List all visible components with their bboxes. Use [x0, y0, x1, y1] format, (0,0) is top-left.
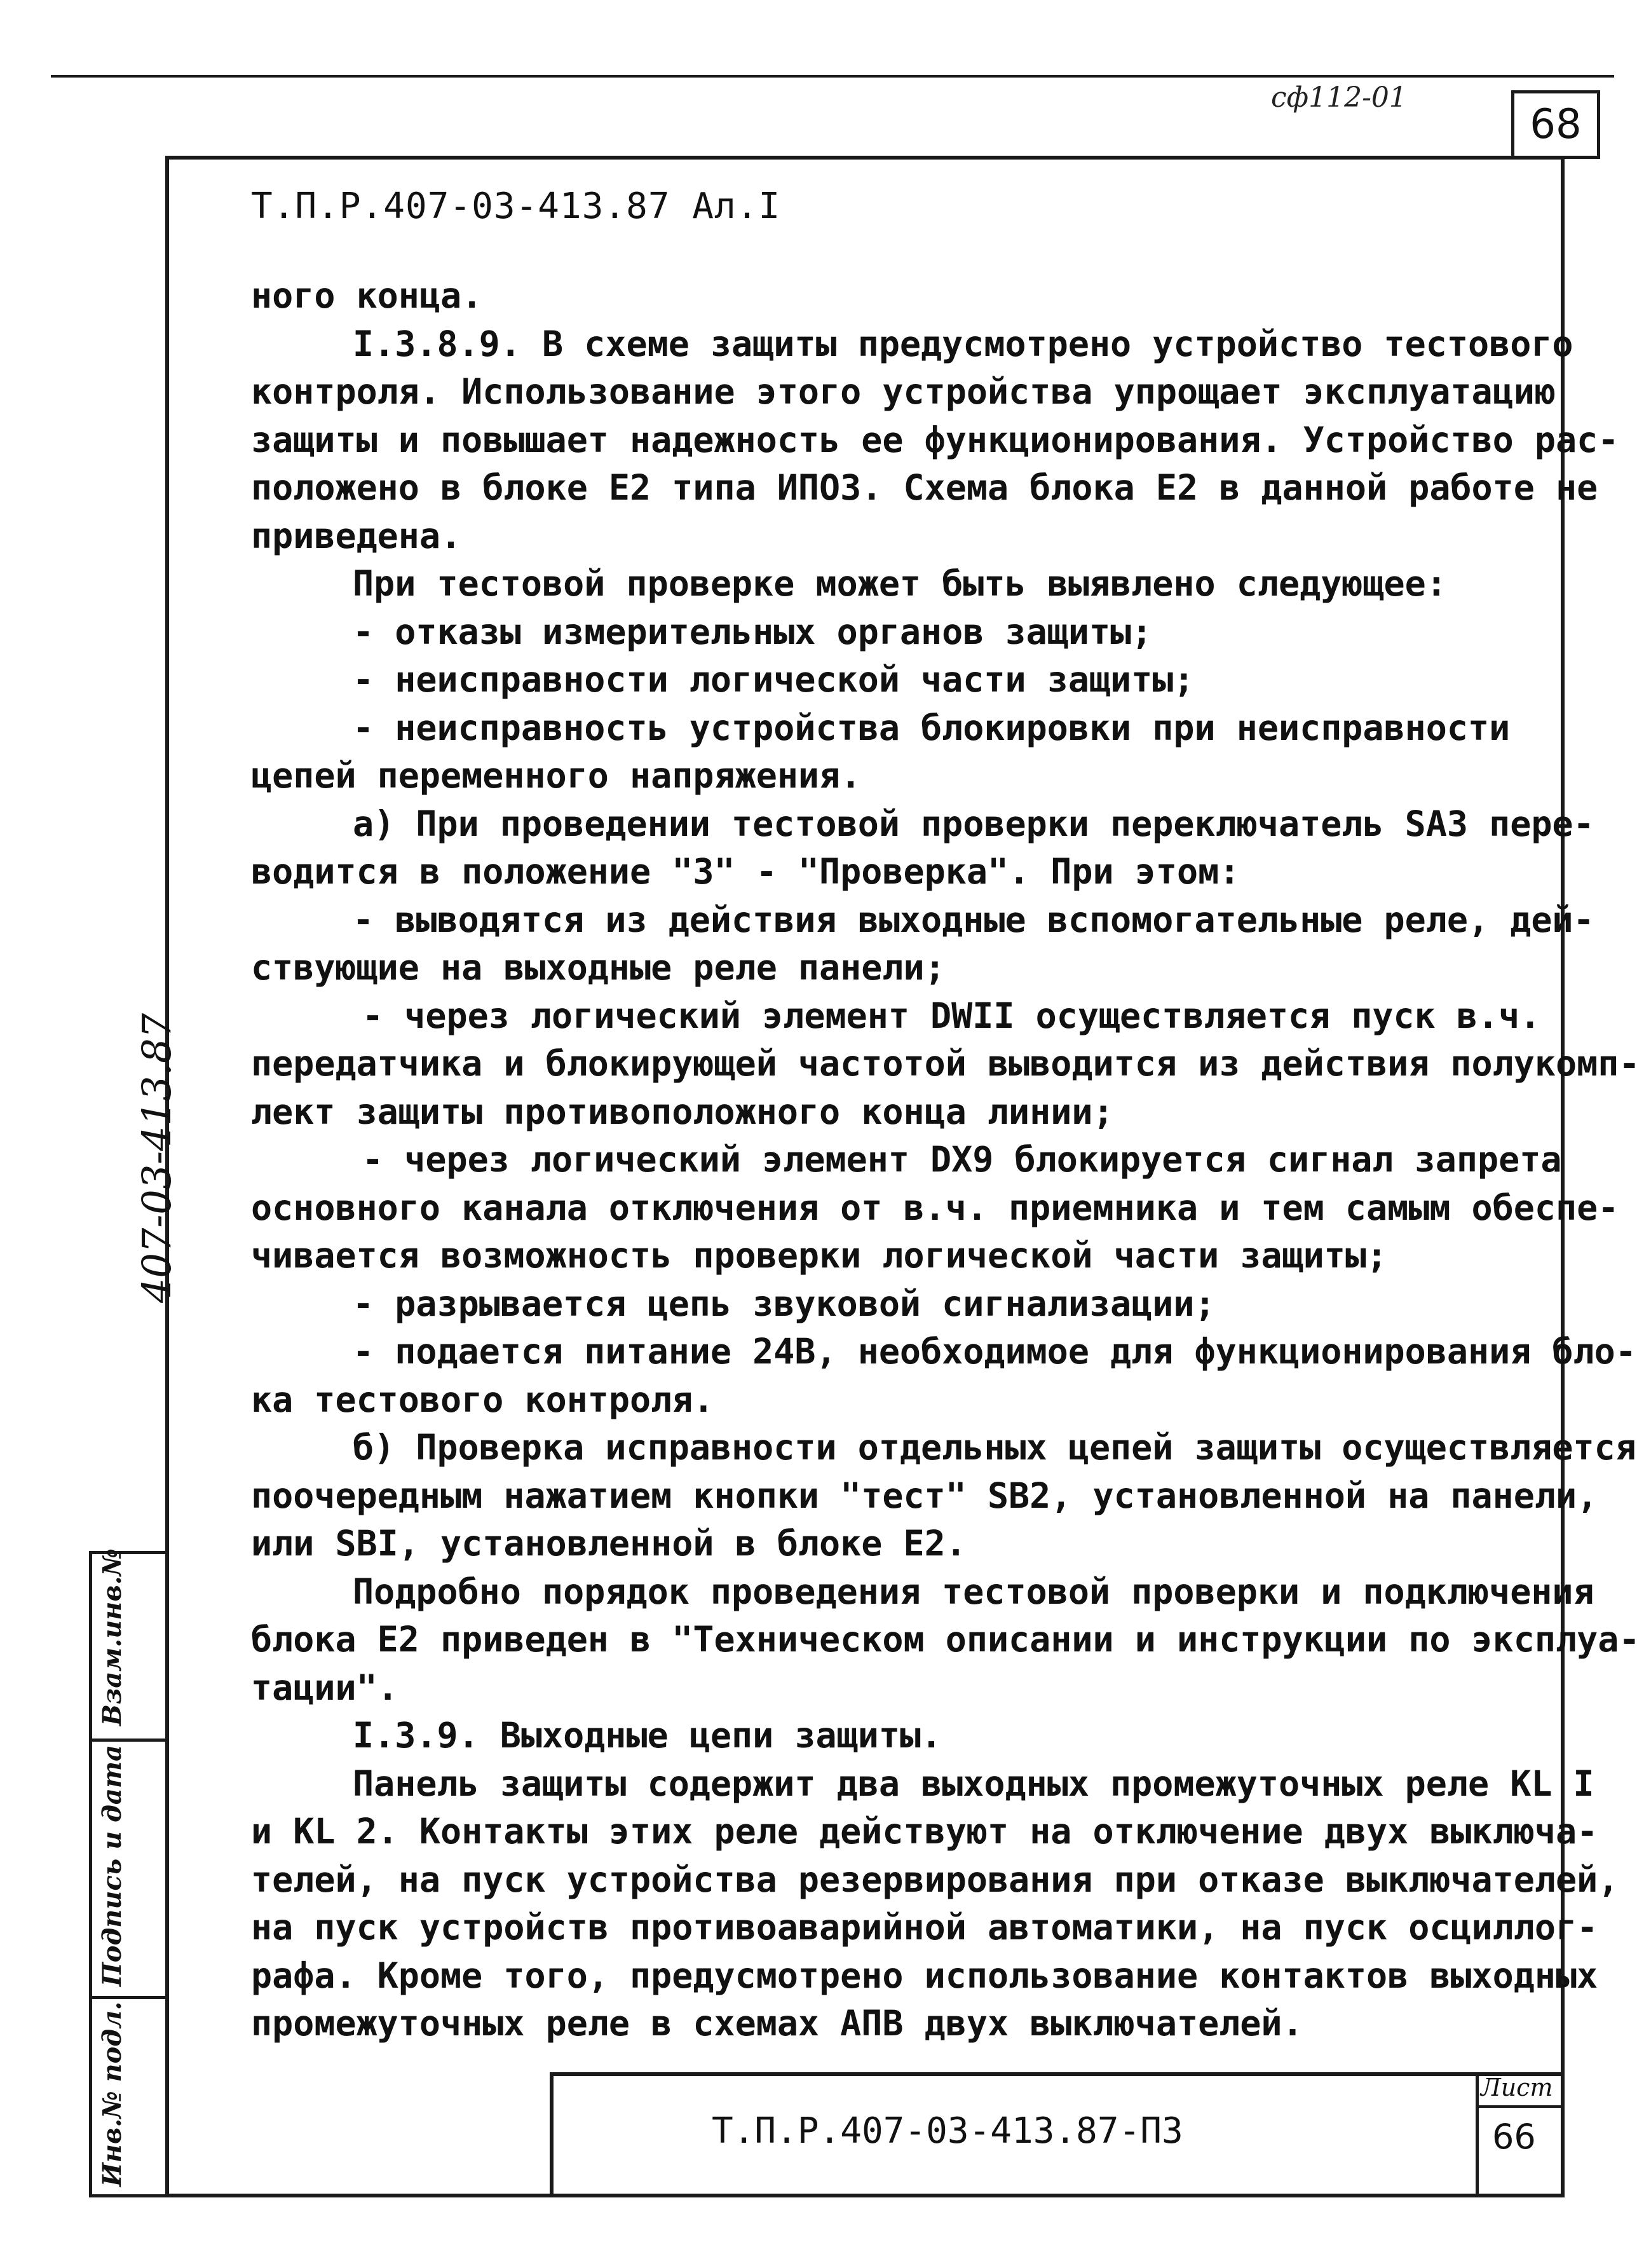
text-line: - через логический элемент DX9 блокируется сигнал запрета [362, 1139, 1562, 1180]
stamp-cell [92, 1999, 165, 2197]
handwritten-note: сф112-01 [1271, 81, 1407, 114]
text-line: б) Проверка исправности отдельных цепей защиты осуществляется [353, 1427, 1636, 1468]
text-line: Панель защиты содержит два выходных промежуточных реле KL I [353, 1763, 1594, 1804]
text-line: Подробно порядок проведения тестовой проверки и подключения [353, 1571, 1594, 1612]
text-line: положено в блоке Е2 типа ИПО3. Схема блока Е2 в данной работе не [251, 467, 1598, 508]
stamp-strip [89, 1548, 165, 2197]
text-line: или SBI, установленной в блоке Е2. [251, 1523, 967, 1564]
text-line: ствующие на выходные реле панели; [251, 947, 946, 988]
text-line: I.3.9. Выходные цепи защиты. [353, 1715, 942, 1756]
text-line: - подается питание 24В, необходимое для функционирования бло- [353, 1331, 1636, 1372]
stamp-label: Подпись и дата [97, 1744, 127, 1986]
sheet-number: 66 [1492, 2117, 1536, 2157]
page-number-box [1511, 90, 1600, 159]
text-line: рафа. Кроме того, предусмотрено использование контактов выходных [251, 1955, 1598, 1996]
document-code: Т.П.Р.407-03-413.87 Ал.I [251, 186, 781, 227]
page-number: 68 [1530, 101, 1582, 148]
text-line: основного канала отключения от в.ч. приемника и тем самым обеспе- [251, 1187, 1619, 1228]
text-line: передатчика и блокирующей частотой выводится из действия полукомп- [251, 1043, 1640, 1084]
text-line: лект защиты противоположного конца линии; [251, 1091, 1114, 1132]
text-line: защиты и повышает надежность ее функционирования. Устройство рас- [251, 419, 1619, 460]
stamp-cell [92, 1548, 165, 1742]
stamp-cell [92, 1742, 165, 1999]
text-line: на пуск устройств противоаварийной автоматики, на пуск осциллог- [251, 1907, 1598, 1948]
text-line: При тестовой проверке может быть выявлено следующее: [353, 563, 1447, 604]
text-line: приведена. [251, 515, 462, 556]
text-line: промежуточных реле в схемах АПВ двух выключателей. [251, 2003, 1303, 2044]
body-text [251, 272, 1640, 2048]
text-line: контроля. Использование этого устройства упрощает эксплуатацию [251, 371, 1556, 412]
text-line: - неисправность устройства блокировки при неисправности [353, 707, 1511, 748]
sheet-divider [1476, 2105, 1565, 2108]
text-line: - разрывается цепь звуковой сигнализации; [353, 1283, 1216, 1324]
text-line: водится в положение "3" - "Проверка". При этом: [251, 851, 1240, 892]
text-line: тации". [251, 1667, 398, 1708]
text-line: блока Е2 приведен в "Техническом описании и инструкции по эксплуа- [251, 1619, 1640, 1660]
text-line: - выводятся из действия выходные вспомогательные реле, дей- [353, 899, 1594, 940]
text-line: I.3.8.9. В схеме защиты предусмотрено устройство тестового [353, 323, 1573, 364]
text-line: чивается возможность проверки логической части защиты; [251, 1235, 1388, 1276]
text-line: а) При проведении тестовой проверки переключатель SA3 пере- [353, 803, 1594, 844]
sheet-label: Лист [1481, 2073, 1553, 2101]
text-line: и KL 2. Контакты этих реле действуют на отключение двух выключа- [251, 1811, 1598, 1852]
text-line: телей, на пуск устройства резервирования при отказе выключателей, [251, 1859, 1619, 1900]
text-line: цепей переменного напряжения. [251, 755, 862, 796]
stamp-label: Инв.№ подл. [97, 2001, 127, 2187]
text-line: - неисправности логической части защиты; [353, 659, 1195, 700]
text-line: - отказы измерительных органов защиты; [353, 611, 1153, 652]
text-line: поочередным нажатием кнопки "тест" SB2, установленной на панели, [251, 1475, 1598, 1516]
stamp-label: Взам.инв.№ [97, 1548, 127, 1726]
side-document-code: 407-03-413.87 [133, 1013, 180, 1303]
text-line: ка тестового контроля. [251, 1379, 714, 1420]
title-block-code: Т.П.Р.407-03-413.87-ПЗ [712, 2110, 1183, 2152]
top-rule [51, 75, 1614, 78]
text-line: ного конца. [251, 275, 483, 316]
text-line: - через логический элемент DWII осуществляется пуск в.ч. [362, 995, 1541, 1036]
